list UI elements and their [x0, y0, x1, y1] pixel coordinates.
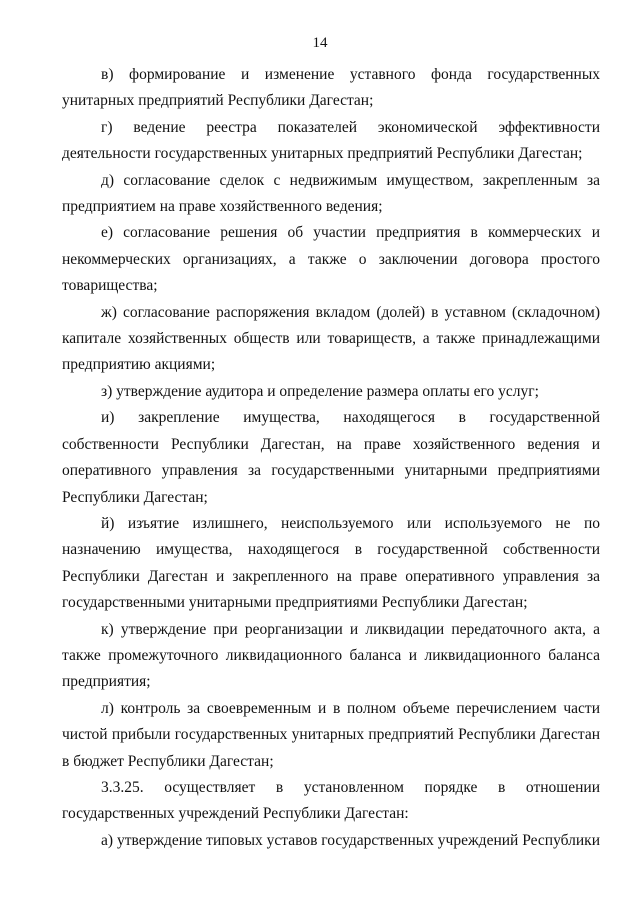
paragraph-l: л) контроль за своевременным и в полном объеме перечислением части чистой прибыли государственных унитарных предприятий Республики Дагестан в бюджет Республики Дагестан; — [62, 699, 600, 770]
paragraph-i-kratkoe: й) изъятие излишнего, неиспользуемого или используемого не по назначению имущества, находящегося в государственной собственности Республики Дагестан и закрепленного на праве оперативного управления за государственными унитарными предприятиями Республики Дагестан; — [62, 514, 600, 612]
page-number: 14 — [312, 35, 328, 51]
paragraph-e: е) согласование решения об участии предприятия в коммерческих и некоммерческих организациях, а также о заключении договора простого товарищества; — [62, 224, 600, 295]
paragraph-g: г) ведение реестра показателей экономической эффективности деятельности государственных унитарных предприятий Республики Дагестан; — [62, 118, 600, 163]
paragraph-v: в) формирование и изменение уставного фонда государственных унитарных предприятий Республики Дагестан; — [62, 66, 600, 110]
paragraph-d: д) согласование сделок с недвижимым имуществом, закрепленным за предприятием на праве хозяйственного ведения; — [62, 171, 600, 216]
paragraph-a: а) утверждение типовых уставов государственных учреждений Республики — [101, 831, 600, 849]
paragraph-3-3-25: 3.3.25. осуществляет в установленном порядке в отношении государственных учреждений Республики Дагестан: — [62, 778, 600, 823]
paragraph-i: и) закрепление имущества, находящегося в государственной собственности Республики Дагестан, на праве хозяйственного ведения и оперативного управления за государственными унитарными предприятиями Республики Дагестан; — [62, 409, 600, 506]
paragraph-zh: ж) согласование распоряжения вкладом (долей) в уставном (складочном) капитале хозяйственных обществ или товариществ, а также принадлежащими предприятию акциями; — [62, 303, 600, 374]
paragraph-k: к) утверждение при реорганизации и ликвидации передаточного акта, а также промежуточного ликвидационного баланса и ликвидационного баланса предприятия; — [62, 620, 600, 691]
document-body — [62, 62, 600, 854]
paragraph-z: з) утверждение аудитора и определение размера оплаты его услуг; — [101, 382, 539, 400]
